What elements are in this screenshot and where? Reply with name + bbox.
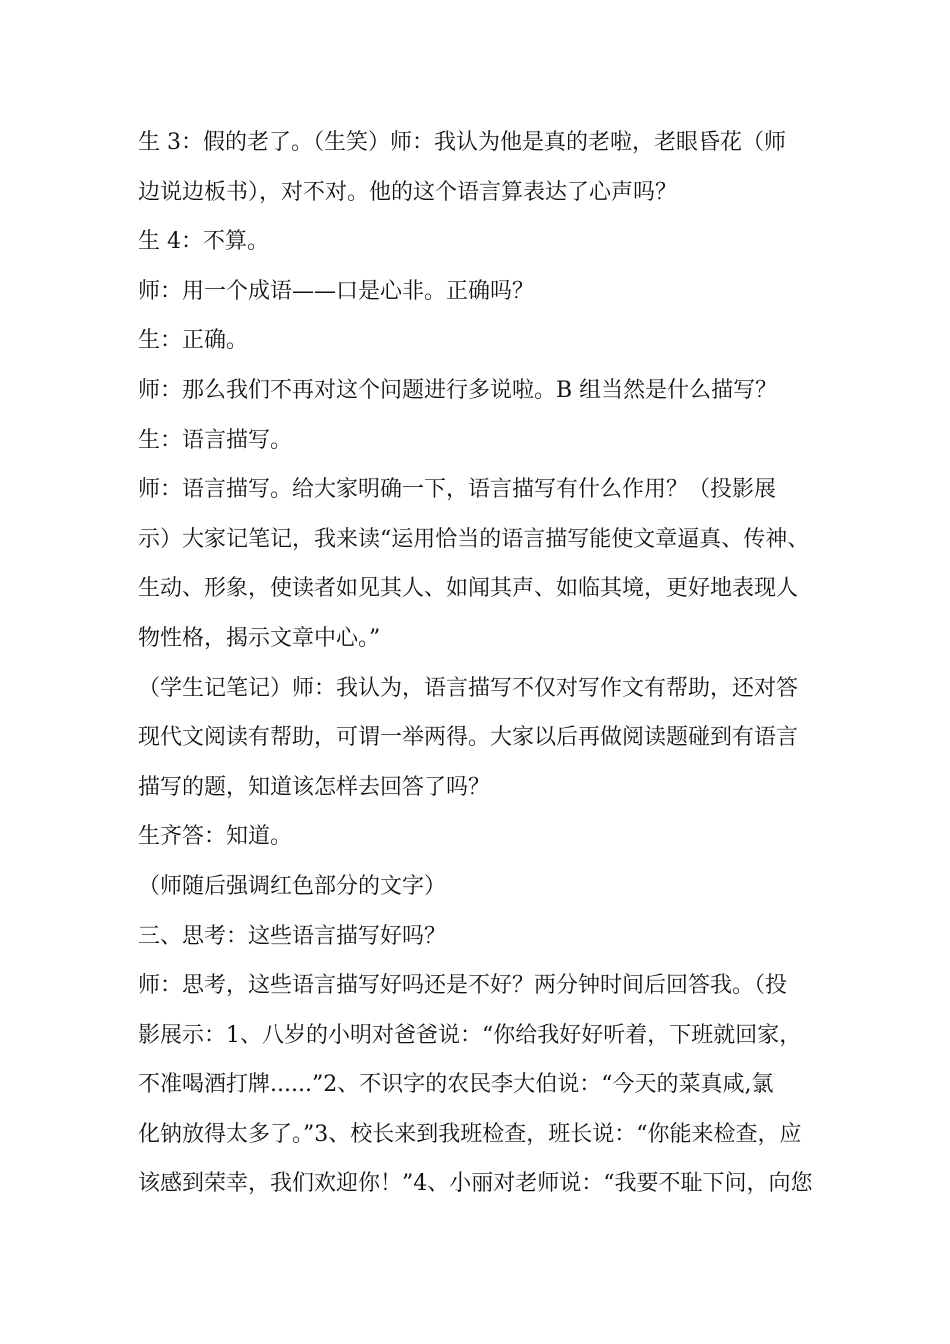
text-line: 描写的题，知道该怎样去回答了吗？ xyxy=(138,774,491,800)
text-line: 化钠放得太多了。”3、校长来到我班检查，班长说：“你能来检查，应 xyxy=(138,1121,802,1147)
text-line: 现代文阅读有帮助，可谓一举两得。大家以后再做阅读题碰到有语言 xyxy=(138,725,799,751)
text-line: 师：思考，这些语言描写好吗还是不好？两分钟时间后回答我。（投 xyxy=(138,973,788,999)
text-line: 师：用一个成语——口是心非。正确吗？ xyxy=(138,278,535,304)
text-line: 生：语言描写。 xyxy=(138,427,293,453)
text-line: 影展示：1、八岁的小明对爸爸说：“你给我好好听着，下班就回家， xyxy=(138,1022,802,1048)
text-line: （学生记笔记）师：我认为，语言描写不仅对写作文有帮助，还对答 xyxy=(138,675,799,701)
section-heading: 三、思考：这些语言描写好吗？ xyxy=(138,923,447,949)
text-line: 生 3：假的老了。（生笑）师：我认为他是真的老啦，老眼昏花（师 xyxy=(138,130,786,155)
text-line: 生 4：不算。 xyxy=(138,229,269,255)
text-line: 生动、形象，使读者如见其人、如闻其声、如临其境，更好地表现人 xyxy=(138,576,799,602)
text-line: 生齐答：知道。 xyxy=(138,824,293,850)
text-line: （师随后强调红色部分的文字） xyxy=(138,873,447,899)
text-line: 不准喝酒打牌......”2、不识字的农民李大伯说：“今天的菜真咸,氯 xyxy=(138,1072,774,1098)
text-line: 师：语言描写。给大家明确一下，语言描写有什么作用？（投影展 xyxy=(138,477,777,503)
text-line: 生：正确。 xyxy=(138,328,249,354)
text-line: 边说边板书），对不对。他的这个语言算表达了心声吗？ xyxy=(138,179,678,205)
text-line: 示）大家记笔记，我来读“运用恰当的语言描写能使文章逼真、传神、 xyxy=(138,526,810,552)
document-body xyxy=(138,118,828,1209)
text-line: 该感到荣幸，我们欢迎你！”4、小丽对老师说：“我要不耻下问，向您 xyxy=(138,1171,813,1197)
text-line: 物性格，揭示文章中心。” xyxy=(138,625,381,651)
text-line: 师：那么我们不再对这个问题进行多说啦。B 组当然是什么描写？ xyxy=(138,377,778,403)
